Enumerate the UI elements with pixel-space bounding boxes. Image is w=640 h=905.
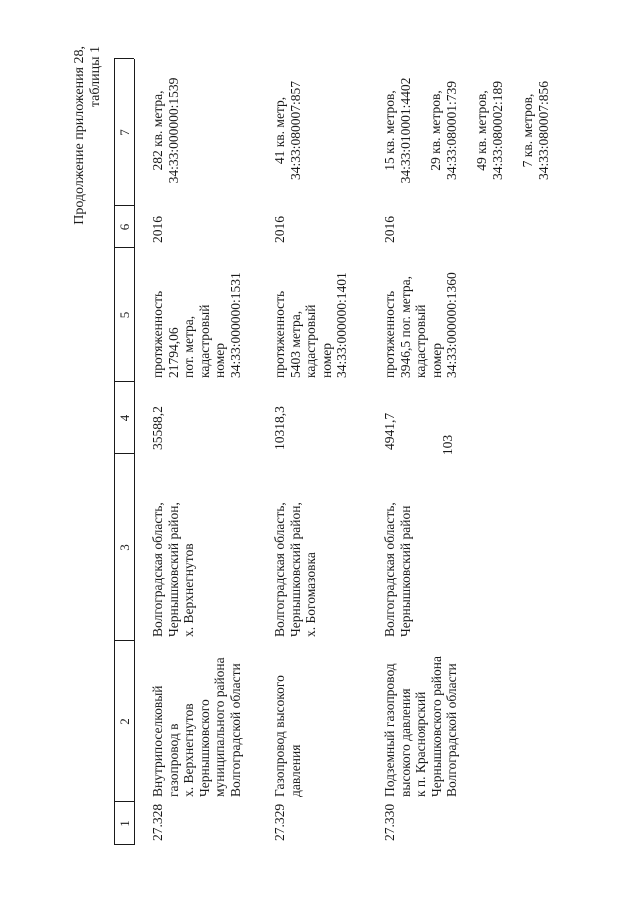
column-number: 2	[117, 718, 132, 725]
row-number: 27.330	[382, 803, 397, 841]
header-line-1: Продолжение приложения 28,	[72, 46, 87, 225]
object-address: Волгоградская область, Чернышковский район, х. Верхнегнутов	[150, 502, 196, 637]
object-address: Волгоградская область, Чернышковский район, х. Богомазовка	[272, 502, 318, 637]
column-number: 7	[117, 129, 132, 136]
object-name: Внутрипоселковый газопровод в х. Верхнегнутов Чернышковского муниципального района Волгоградской области	[150, 657, 243, 797]
object-name: Подземный газопровод высокого давления к п. Красноярский Чернышковского района Волгоградской области	[382, 656, 459, 797]
object-year: 2016	[150, 216, 165, 243]
object-year: 2016	[272, 216, 287, 243]
object-description: протяженность 3946,5 пог. метра, кадастровый номер 34:33:000000:1360	[382, 272, 459, 378]
object-value: 35588,2	[150, 406, 165, 450]
object-description: протяженность 21794,06 пот. метра, кадастровый номер 34:33:000000:1531	[150, 272, 243, 378]
column-number: 6	[117, 223, 132, 231]
row-number: 27.329	[272, 803, 287, 841]
page-number: 103	[440, 434, 455, 456]
object-name: Газопровод высокого давления	[272, 675, 303, 797]
object-address: Волгоградская область, Чернышковский район	[382, 502, 413, 637]
continuation-header	[72, 46, 104, 225]
column-number: 5	[117, 311, 132, 319]
land-info: 282 кв. метра, 34:33:000000:1539	[150, 77, 181, 184]
table-top-border	[114, 59, 115, 845]
object-value: 10318,3	[272, 406, 287, 450]
header-line-2: таблицы 1	[88, 46, 103, 108]
column-number: 1	[117, 820, 132, 827]
table-header-border	[134, 59, 135, 845]
object-value: 4941,7	[382, 412, 397, 450]
row-number: 27.328	[150, 803, 165, 841]
object-year: 2016	[382, 216, 397, 243]
column-number: 4	[117, 414, 132, 422]
object-description: протяженность 5403 метра, кадастровый номер 34:33:000000:1401	[272, 272, 349, 378]
land-info: 15 кв. метров, 34:33:010001:4402 29 кв. метров, 34:33:080001:739 49 кв. метров, 34:33:080002:189 7 кв. метров, 34:33:080007:856	[382, 77, 551, 184]
column-number: 3	[117, 544, 132, 551]
land-info: 41 кв. метр, 34:33:080007:857	[272, 81, 303, 181]
